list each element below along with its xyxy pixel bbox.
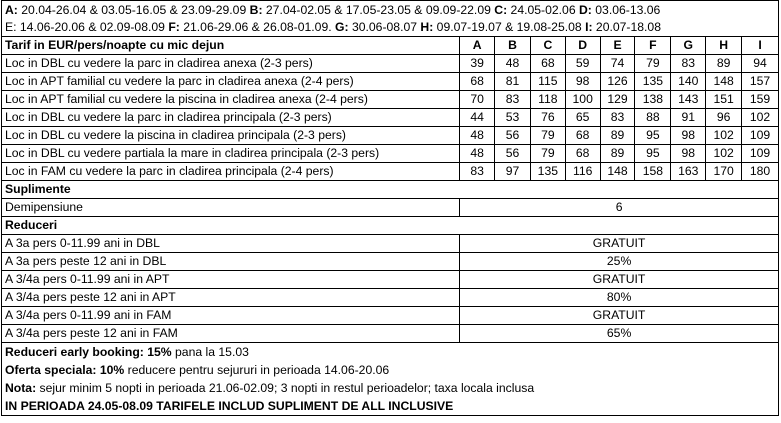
- reduction-header-row: [2, 217, 779, 235]
- room-type-label: Loc in DBL cu vedere la parc in cladirea anexa (2-3 pers): [2, 55, 460, 73]
- period-range: 20.04-26.04 & 03.05-16.05 & 23.09-29.09: [21, 3, 247, 17]
- note-label: Nota:: [5, 381, 37, 395]
- tariff-header-row: [2, 37, 779, 55]
- room-type-label: Loc in APT familial cu vedere la piscina in cladirea anexa (2-4 pers): [2, 91, 460, 109]
- reduction-label: A 3/4a pers peste 12 ani in FAM: [2, 325, 460, 343]
- period-code: G:: [335, 20, 349, 34]
- period-column-header: E: [600, 37, 635, 55]
- price-cell: 44: [460, 109, 495, 127]
- price-cell: 100: [565, 91, 600, 109]
- reduction-value: GRATUIT: [460, 235, 779, 253]
- price-cell: 159: [742, 91, 779, 109]
- tariff-row: [2, 109, 779, 127]
- reduction-row: [2, 307, 779, 325]
- price-cell: 70: [460, 91, 495, 109]
- reduction-label: A 3a pers 0-11.99 ani in DBL: [2, 235, 460, 253]
- tariff-row: [2, 55, 779, 73]
- period-code: D:: [579, 3, 592, 17]
- price-cell: 109: [742, 145, 779, 163]
- note-text: reducere pentru sejururi in perioada 14.06-20.06: [127, 363, 390, 377]
- period-code: H:: [420, 20, 434, 34]
- price-cell: 53: [495, 109, 531, 127]
- price-cell: 158: [635, 163, 671, 181]
- price-cell: 138: [635, 91, 671, 109]
- tariff-table: [1, 36, 779, 343]
- period-range: 20.07-18.08: [595, 20, 661, 34]
- price-cell: 79: [635, 55, 671, 73]
- period-range: 14.06-20.06 & 02.09-08.09: [19, 20, 165, 34]
- reduction-label: A 3/4a pers 0-11.99 ani in FAM: [2, 307, 460, 325]
- reduction-row: [2, 289, 779, 307]
- price-cell: 79: [530, 145, 565, 163]
- note-value: 15%: [147, 345, 172, 359]
- period-range: 03.06-13.06: [595, 3, 661, 17]
- period-column-header: B: [495, 37, 531, 55]
- price-cell: 135: [530, 163, 565, 181]
- reduction-value: 25%: [460, 253, 779, 271]
- note-text: IN PERIOADA 24.05-08.09 TARIFELE INCLUD SUPLIMENT DE ALL INCLUSIVE: [5, 399, 454, 413]
- price-cell: 68: [530, 55, 565, 73]
- price-cell: 68: [460, 73, 495, 91]
- period-code: F:: [168, 20, 180, 34]
- period-legend-line-2: [5, 20, 661, 34]
- period-legend: [1, 0, 779, 36]
- reduction-row: [2, 271, 779, 289]
- price-cell: 39: [460, 55, 495, 73]
- price-cell: 89: [600, 127, 635, 145]
- room-type-label: Loc in DBL cu vedere la parc in cladirea principala (2-3 pers): [2, 109, 460, 127]
- note-label: Oferta speciala:: [5, 363, 97, 377]
- price-cell: 88: [635, 109, 671, 127]
- period-column-header: G: [671, 37, 706, 55]
- reduction-label: A 3/4a pers peste 12 ani in APT: [2, 289, 460, 307]
- reduction-value: 65%: [460, 325, 779, 343]
- price-cell: 143: [671, 91, 706, 109]
- period-column-header: H: [706, 37, 742, 55]
- period-code: B:: [249, 3, 263, 17]
- supplement-header: Suplimente: [2, 181, 779, 199]
- price-cell: 83: [460, 163, 495, 181]
- supplement-header-row: [2, 181, 779, 199]
- price-cell: 56: [495, 145, 531, 163]
- price-cell: 126: [600, 73, 635, 91]
- price-cell: 83: [495, 91, 531, 109]
- price-cell: 81: [495, 73, 531, 91]
- price-cell: 97: [495, 163, 531, 181]
- tariff-sheet: [1, 0, 779, 416]
- special-offer-note: [2, 361, 778, 379]
- reduction-value: 80%: [460, 289, 779, 307]
- price-cell: 59: [565, 55, 600, 73]
- price-cell: 91: [671, 109, 706, 127]
- price-cell: 102: [742, 109, 779, 127]
- stay-note: [2, 379, 778, 397]
- period-code: A:: [5, 3, 18, 17]
- period-range: 27.04-02.05 & 17.05-23.05 & 09.09-22.09: [265, 3, 491, 17]
- price-cell: 89: [600, 145, 635, 163]
- price-cell: 98: [671, 145, 706, 163]
- price-cell: 98: [565, 73, 600, 91]
- price-cell: 148: [706, 73, 742, 91]
- notes-section: [1, 343, 779, 416]
- price-cell: 96: [706, 109, 742, 127]
- price-cell: 68: [565, 145, 600, 163]
- room-type-label: Loc in FAM cu vedere la parc in cladirea principala (2-4 pers): [2, 163, 460, 181]
- period-column-header: F: [635, 37, 671, 55]
- price-cell: 148: [600, 163, 635, 181]
- reduction-value: GRATUIT: [460, 271, 779, 289]
- price-cell: 83: [671, 55, 706, 73]
- price-cell: 95: [635, 127, 671, 145]
- price-cell: 74: [600, 55, 635, 73]
- price-cell: 83: [600, 109, 635, 127]
- early-booking-note: [2, 343, 778, 361]
- reduction-header: Reduceri: [2, 217, 779, 235]
- period-code: I:: [585, 20, 593, 34]
- period-column-header: A: [460, 37, 495, 55]
- price-cell: 102: [706, 145, 742, 163]
- supplement-value: 6: [460, 199, 779, 217]
- period-range: 30.06-08.07: [351, 20, 418, 34]
- price-cell: 157: [742, 73, 779, 91]
- price-cell: 129: [600, 91, 635, 109]
- price-cell: 163: [671, 163, 706, 181]
- period-range: 09.07-19.07 & 19.08-25.08: [436, 20, 582, 34]
- period-range: 21.06-29.06 & 26.08-01.09.: [183, 20, 332, 34]
- price-cell: 118: [530, 91, 565, 109]
- note-value: 10%: [99, 363, 125, 377]
- price-cell: 95: [635, 145, 671, 163]
- price-cell: 135: [635, 73, 671, 91]
- reduction-row: [2, 325, 779, 343]
- reduction-row: [2, 253, 779, 271]
- price-cell: 76: [530, 109, 565, 127]
- price-cell: 102: [706, 127, 742, 145]
- note-label: Reduceri early booking:: [5, 345, 144, 359]
- price-cell: 180: [742, 163, 779, 181]
- period-range: 24.05-02.06: [510, 3, 576, 17]
- price-cell: 48: [460, 127, 495, 145]
- price-cell: 65: [565, 109, 600, 127]
- note-text: sejur minim 5 nopti in perioada 21.06-02.09; 3 nopti in restul perioadelor; taxa locala inclusa: [39, 381, 535, 395]
- price-cell: 48: [460, 145, 495, 163]
- tariff-row: [2, 91, 779, 109]
- price-cell: 68: [565, 127, 600, 145]
- room-type-label: Loc in APT familial cu vedere la parc in cladirea anexa (2-4 pers): [2, 73, 460, 91]
- price-cell: 140: [671, 73, 706, 91]
- period-legend-line-1: [5, 3, 660, 17]
- price-cell: 115: [530, 73, 565, 91]
- reduction-label: A 3a pers peste 12 ani in DBL: [2, 253, 460, 271]
- price-cell: 98: [671, 127, 706, 145]
- price-cell: 151: [706, 91, 742, 109]
- period-column-header: C: [530, 37, 565, 55]
- supplement-row: [2, 199, 779, 217]
- price-cell: 94: [742, 55, 779, 73]
- tariff-row: [2, 127, 779, 145]
- tariff-row: [2, 163, 779, 181]
- price-cell: 116: [565, 163, 600, 181]
- tariff-header-label: Tarif in EUR/pers/noapte cu mic dejun: [2, 37, 460, 55]
- room-type-label: Loc in DBL cu vedere la piscina in cladirea principala (2-3 pers): [2, 127, 460, 145]
- reduction-label: A 3/4a pers 0-11.99 ani in APT: [2, 271, 460, 289]
- reduction-row: [2, 235, 779, 253]
- note-text: pana la 15.03: [175, 345, 249, 359]
- period-column-header: D: [565, 37, 600, 55]
- price-cell: 79: [530, 127, 565, 145]
- price-cell: 89: [706, 55, 742, 73]
- period-code: E:: [5, 20, 17, 34]
- period-column-header: I: [742, 37, 779, 55]
- supplement-label: Demipensiune: [2, 199, 460, 217]
- period-code: C:: [494, 3, 508, 17]
- reduction-value: GRATUIT: [460, 307, 779, 325]
- all-inclusive-note: [2, 397, 778, 415]
- tariff-row: [2, 73, 779, 91]
- room-type-label: Loc in DBL cu vedere partiala la mare in cladirea principala (2-3 pers): [2, 145, 460, 163]
- price-cell: 170: [706, 163, 742, 181]
- price-cell: 109: [742, 127, 779, 145]
- price-cell: 48: [495, 55, 531, 73]
- price-cell: 56: [495, 127, 531, 145]
- tariff-row: [2, 145, 779, 163]
